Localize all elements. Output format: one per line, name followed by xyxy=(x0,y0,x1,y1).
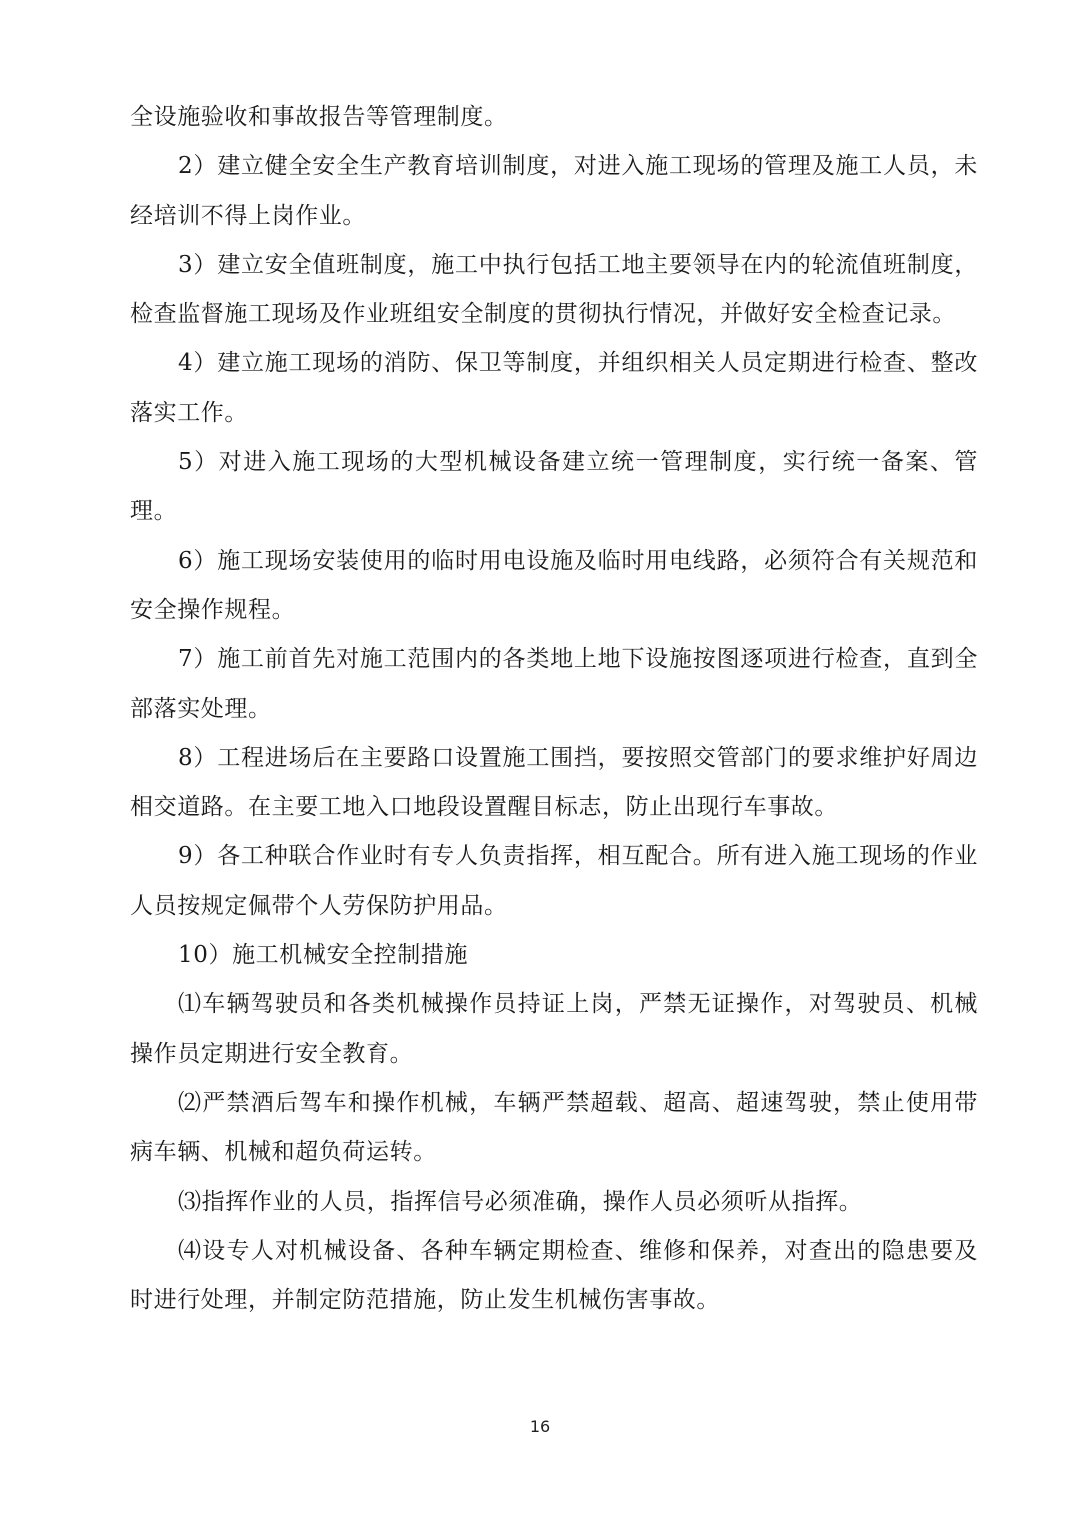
paragraph: ⑷设专人对机械设备、各种车辆定期检查、维修和保养，对查出的隐患要及时进行处理，并制定防范措施，防止发生机械伤害事故。 xyxy=(130,1237,978,1314)
paragraph: 3）建立安全值班制度，施工中执行包括工地主要领导在内的轮流值班制度，检查监督施工现场及作业班组安全制度的贯彻执行情况，并做好安全检查记录。 xyxy=(130,251,978,328)
paragraph: 9）各工种联合作业时有专人负责指挥，相互配合。所有进入施工现场的作业人员按规定佩带个人劳保防护用品。 xyxy=(130,843,978,919)
paragraph: ⑵严禁酒后驾车和操作机械，车辆严禁超载、超高、超速驾驶，禁止使用带病车辆、机械和超负荷运转。 xyxy=(130,1089,978,1166)
paragraph: 10）施工机械安全控制措施 xyxy=(178,942,469,969)
body-text xyxy=(130,93,978,1325)
paragraph: 2）建立健全安全生产教育培训制度，对进入施工现场的管理及施工人员，未经培训不得上岗作业。 xyxy=(130,153,978,229)
paragraph: 全设施验收和事故报告等管理制度。 xyxy=(130,104,508,130)
paragraph: ⑴车辆驾驶员和各类机械操作员持证上岗，严禁无证操作，对驾驶员、机械操作员定期进行安全教育。 xyxy=(130,991,978,1067)
paragraph: 5）对进入施工现场的大型机械设备建立统一管理制度，实行统一备案、管理。 xyxy=(130,449,978,525)
paragraph: 4）建立施工现场的消防、保卫等制度，并组织相关人员定期进行检查、整改落实工作。 xyxy=(130,350,978,426)
paragraph: 8）工程进场后在主要路口设置施工围挡，要按照交管部门的要求维护好周边相交道路。在主要工地入口地段设置醒目标志，防止出现行车事故。 xyxy=(130,744,978,821)
page-number: 16 xyxy=(529,1417,551,1436)
paragraph: ⑶指挥作业的人员，指挥信号必须准确，操作人员必须听从指挥。 xyxy=(178,1188,863,1215)
paragraph: 6）施工现场安装使用的临时用电设施及临时用电线路，必须符合有关规范和安全操作规程。 xyxy=(130,547,978,623)
paragraph: 7）施工前首先对施工范围内的各类地上地下设施按图逐项进行检查，直到全部落实处理。 xyxy=(130,646,978,722)
